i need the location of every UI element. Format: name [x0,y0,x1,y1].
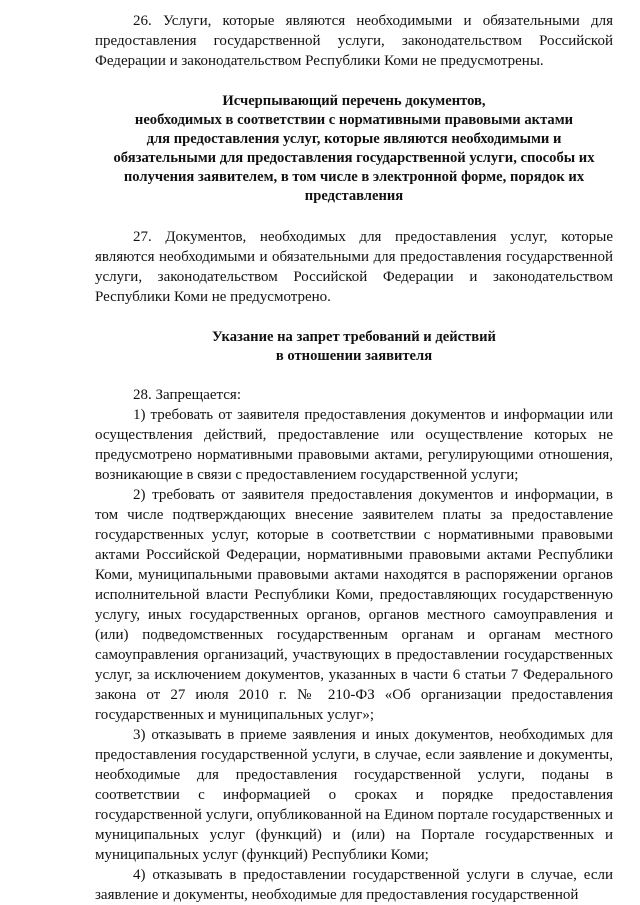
heading-line: в отношении заявителя [275,348,433,364]
heading-line: необходимых в соответствии с нормативными правовыми актами [134,112,574,128]
paragraph-26: 26. Услуги, которые являются необходимыми и обязательными для предоставления государственной услуги, законодательством Российской Федерации и законодательством Республики Коми не предусмотрены. [95,13,613,69]
heading-line: обязательными для предоставления государственной услуги, способы их [113,150,595,166]
paragraph-27: 27. Документов, необходимых для предоставления услуг, которые являются необходимыми и обязательными для предоставления государственной услуги, законодательством Российской Федерации и законодательством Республики Коми не предусмотрено. [95,229,613,305]
list-item: 4) отказывать в предоставлении государственной услуги в случае, если заявление и документы, необходимые для предоставления государственной [95,867,613,903]
heading-line: представления [304,188,404,204]
heading-line: Указание на запрет требований и действий [212,329,496,345]
list-item: 3) отказывать в приеме заявления и иных документов, необходимых для предоставления государственной услуги, в случае, если заявление и документы, необходимые для предоставления государственной услуги, поданы в соответствии с информацией о сроках и порядке предоставления государственной услуги, опубликованной на Едином портале государственных и муниципальных услуг (функций) и (или) на Портале государственных и муниципальных услуг (функций) Республики Коми; [95,727,613,863]
section-heading-prohibition [95,328,613,366]
list-item: 1) требовать от заявителя предоставления документов и информации или осуществления действий, предоставление или осуществление которых не предусмотрено нормативными правовыми актами, регулирующими отношения, возникающие в связи с предоставлением государственной услуги; [95,407,613,483]
heading-line: получения заявителем, в том числе в электронной форме, порядок их [123,169,585,185]
section-heading-documents-list [95,92,613,206]
list-item: 2) требовать от заявителя предоставления документов и информации, в том числе подтверждающих внесение заявителем платы за предоставление государственных услуг, которые в соответствии с нормативными правовыми актами Российской Федерации, нормативными правовыми актами Республики Коми, муниципальными правовыми актами находятся в распоряжении органов исполнительной власти Республики Коми, предоставляющих государственную услугу, иных государственных органов, органов местного самоуправления и (или) подведомственных государственным органам и органам местного самоуправления организаций, участвующих в предоставлении государственных услуг, за исключением документов, указанных в части 6 статьи 7 Федерального закона от 27 июля 2010 г. № 210-ФЗ «Об организации предоставления государственных и муниципальных услуг»; [95,487,613,723]
paragraph-28: 28. Запрещается: [133,387,241,403]
heading-line: для предоставления услуг, которые являются необходимыми и [146,131,562,147]
heading-line: Исчерпывающий перечень документов, [222,93,486,109]
